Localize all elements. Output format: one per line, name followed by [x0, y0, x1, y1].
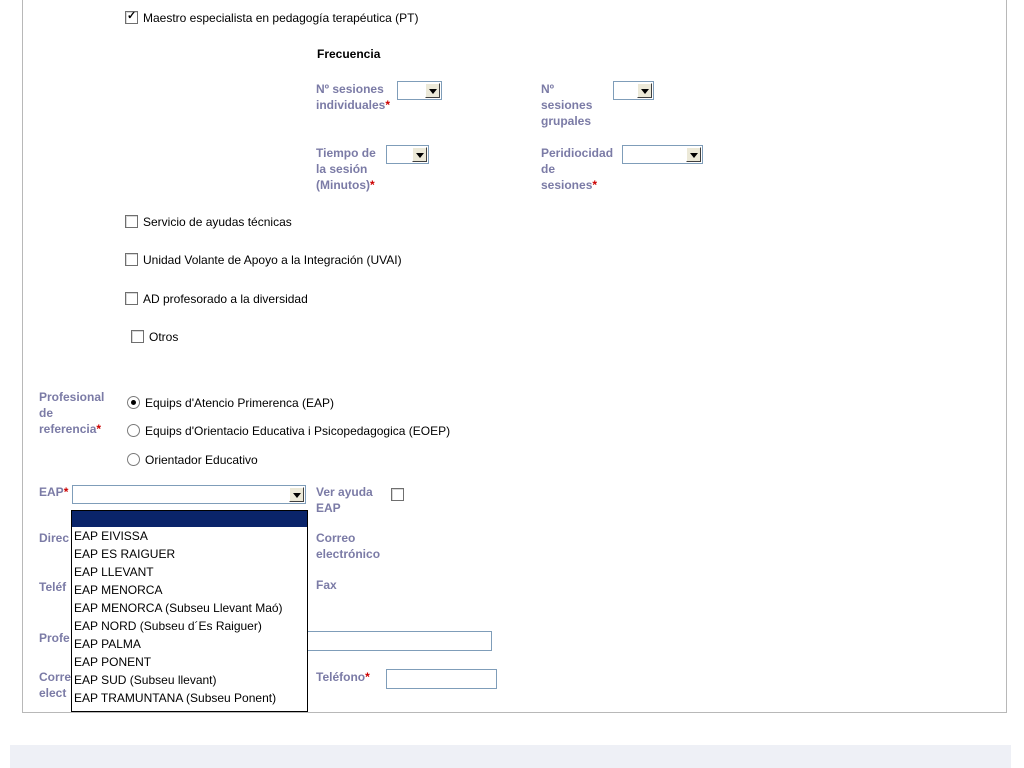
eap-option[interactable]: EAP MENORCA — [74, 583, 163, 597]
sesiones-grupales-select[interactable] — [613, 81, 654, 100]
radio-eap[interactable] — [127, 396, 140, 409]
sesiones-individuales-label: Nº sesiones individuales* — [316, 82, 391, 112]
tiempo-sesion-select[interactable] — [386, 145, 429, 164]
correo-electronico-label: Correo electrónico — [316, 531, 381, 561]
ayudas-tecnicas-label: Servicio de ayudas técnicas — [143, 215, 292, 229]
chevron-down-icon[interactable] — [686, 147, 701, 162]
otros-checkbox[interactable] — [131, 330, 144, 343]
eap-option[interactable]: EAP EIVISSA — [74, 529, 148, 543]
footer-bar — [10, 745, 1011, 768]
pt-checkbox-label: Maestro especialista en pedagogía terapéutica (PT) — [143, 11, 419, 25]
ayudas-tecnicas-checkbox[interactable] — [125, 215, 138, 228]
check-mark-icon: ✓ — [127, 10, 137, 22]
periodicidad-select[interactable] — [622, 145, 703, 164]
eap-option[interactable]: EAP PONENT — [74, 655, 152, 669]
eap-option[interactable]: EAP ES RAIGUER — [74, 547, 176, 561]
uvai-label: Unidad Volante de Apoyo a la Integración (UVAI) — [143, 253, 402, 267]
telefono-label: Teléfono* — [316, 670, 370, 684]
eap-option[interactable]: EAP LLEVANT — [74, 565, 154, 579]
radio-orientador[interactable] — [127, 453, 140, 466]
ver-ayuda-label: Ver ayuda EAP — [316, 485, 373, 515]
eap-option[interactable]: EAP NORD (Subseu d´Es Raiguer) — [74, 619, 262, 633]
eap-option[interactable]: EAP SUD (Subseu llevant) — [74, 673, 217, 687]
profesional-input[interactable] — [300, 631, 492, 651]
eap-dropdown-list[interactable] — [71, 510, 308, 712]
telefono-left-label: Teléf — [39, 580, 67, 594]
ad-profesorado-checkbox[interactable] — [125, 292, 138, 305]
correo-left-label: Corre elect — [39, 670, 72, 700]
tiempo-sesion-label: Tiempo de la sesión (Minutos)* — [316, 146, 376, 192]
telefono-input[interactable] — [386, 669, 497, 689]
chevron-down-icon[interactable] — [289, 487, 304, 502]
radio-eap-label: Equips d'Atencio Primerenca (EAP) — [145, 396, 335, 410]
eap-option[interactable]: EAP PALMA — [74, 637, 141, 651]
pt-checkbox[interactable] — [125, 11, 138, 24]
radio-orientador-label: Orientador Educativo — [145, 453, 258, 467]
otros-label: Otros — [149, 330, 179, 344]
radio-eoep-label: Equips d'Orientacio Educativa i Psicopedagogica (EOEP) — [145, 424, 451, 438]
eap-option-blank[interactable] — [72, 511, 307, 527]
eap-select[interactable] — [72, 485, 306, 504]
ver-ayuda-checkbox[interactable] — [391, 488, 404, 501]
direccion-label: Direc — [39, 531, 70, 545]
uvai-checkbox[interactable] — [125, 253, 138, 266]
eap-label: EAP* — [39, 485, 69, 499]
periodicidad-label: Peridiocidad de sesiones* — [541, 146, 614, 192]
chevron-down-icon[interactable] — [412, 147, 427, 162]
eap-option[interactable]: EAP TRAMUNTANA (Subseu Ponent) — [74, 691, 277, 705]
profesional-label: Profe — [39, 631, 70, 645]
profesional-referencia-label: Profesional de referencia* — [39, 390, 105, 436]
eap-option[interactable]: EAP MENORCA (Subseu Llevant Maó) — [74, 601, 283, 615]
sesiones-individuales-select[interactable] — [397, 81, 442, 100]
sesiones-grupales-label: Nº sesiones grupales — [541, 82, 593, 128]
frecuencia-heading: Frecuencia — [317, 47, 381, 61]
fax-label: Fax — [316, 578, 337, 592]
radio-selected-dot — [131, 400, 136, 405]
radio-eoep[interactable] — [127, 424, 140, 437]
chevron-down-icon[interactable] — [637, 83, 652, 98]
ad-profesorado-label: AD profesorado a la diversidad — [143, 292, 308, 306]
chevron-down-icon[interactable] — [425, 83, 440, 98]
